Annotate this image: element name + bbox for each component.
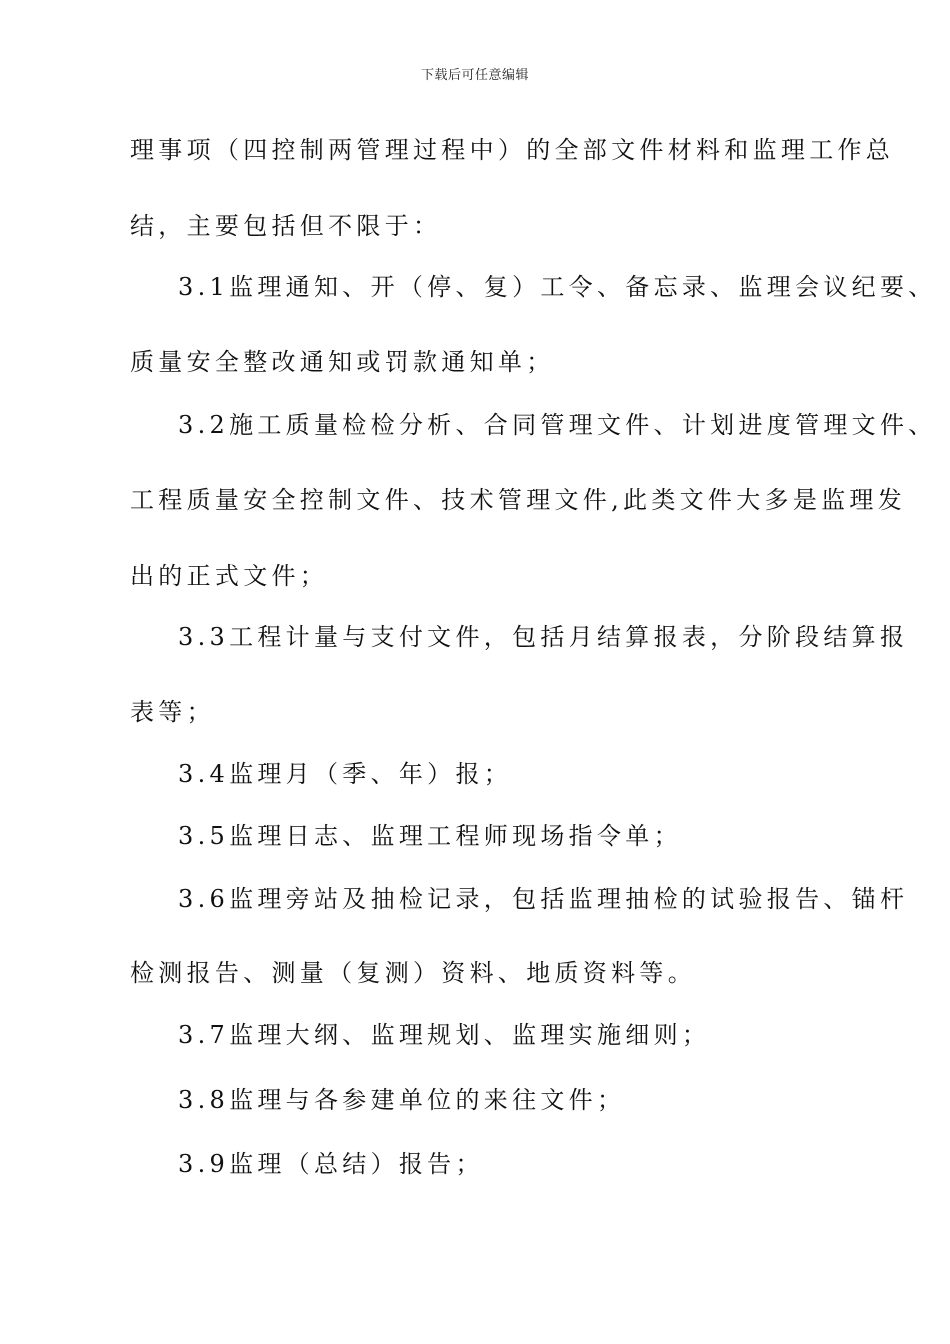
body-line: 3.1监理通知、开（停、复）工令、备忘录、监理会议纪要、: [178, 273, 937, 301]
body-line: 理事项（四控制两管理过程中）的全部文件材料和监理工作总: [130, 136, 895, 164]
body-line: 检测报告、测量（复测）资料、地质资料等。: [130, 959, 696, 987]
body-line: 3.5监理日志、监理工程师现场指令单；: [178, 822, 682, 850]
body-line: 3.4监理月（季、年）报；: [178, 760, 513, 788]
body-line: 3.9监理（总结）报告；: [178, 1150, 484, 1178]
body-line: 3.2施工质量检检分析、合同管理文件、计划进度管理文件、: [178, 411, 937, 439]
body-line: 3.6监理旁站及抽检记录，包括监理抽检的试验报告、锚杆: [178, 885, 909, 913]
body-line: 结，主要包括但不限于：: [130, 212, 442, 240]
body-line: 3.8监理与各参建单位的来往文件；: [178, 1086, 626, 1114]
body-line: 3.7监理大纲、监理规划、监理实施细则；: [178, 1021, 711, 1049]
body-line: 工程质量安全控制文件、技术管理文件,此类文件大多是监理发: [130, 486, 907, 514]
body-line: 出的正式文件；: [130, 562, 329, 590]
body-line: 3.3工程计量与支付文件，包括月结算报表，分阶段结算报: [178, 623, 909, 651]
body-line: 表等；: [130, 698, 215, 726]
page-header: 下载后可任意编辑: [420, 68, 529, 83]
body-line: 质量安全整改通知或罚款通知单；: [130, 348, 555, 376]
